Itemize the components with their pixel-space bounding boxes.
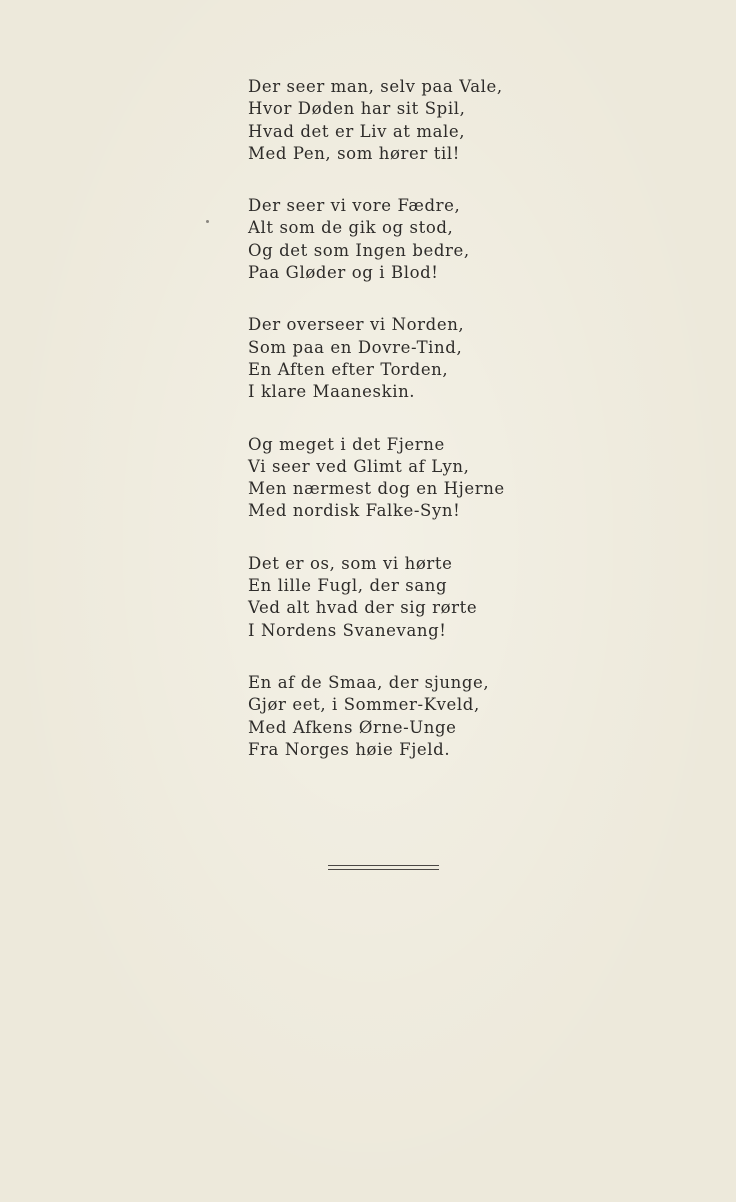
- poem: [248, 76, 548, 761]
- poem-line: En Aften efter Torden,: [248, 359, 449, 379]
- poem-line: Hvad det er Liv at male,: [248, 121, 466, 141]
- poem-line: Og det som Ingen bedre,: [248, 240, 470, 260]
- poem-line: Med Afkens Ørne-Unge: [248, 717, 457, 737]
- poem-line: Det er os, som vi hørte: [248, 553, 453, 573]
- poem-line: Ved alt hvad der sig rørte: [248, 598, 478, 618]
- stanza-4: [248, 434, 548, 523]
- poem-line: Der seer vi vore Fædre,: [248, 196, 461, 216]
- poem-line: Og meget i det Fjerne: [248, 434, 445, 454]
- poem-line: Hvor Døden har sit Spil,: [248, 99, 466, 119]
- poem-line: Vi seer ved Glimt af Lyn,: [248, 456, 470, 476]
- poem-line: Der overseer vi Norden,: [248, 315, 465, 335]
- poem-line: Fra Norges høie Fjeld.: [248, 739, 451, 759]
- paper-speck: [206, 220, 209, 223]
- poem-line: Gjør eet, i Sommer-Kveld,: [248, 695, 480, 715]
- poem-line: Som paa en Dovre-Tind,: [248, 337, 463, 357]
- stanza-3: [248, 314, 548, 403]
- poem-line: Med Pen, som hører til!: [248, 143, 460, 163]
- stanza-1: [248, 76, 548, 165]
- poem-line: Men nærmest dog en Hjerne: [248, 479, 505, 499]
- poem-line: Med nordisk Falke-Syn!: [248, 501, 461, 521]
- stanza-2: [248, 195, 548, 284]
- poem-line: Alt som de gik og stod,: [248, 218, 454, 238]
- poem-line: Der seer man, selv paa Vale,: [248, 77, 503, 96]
- poem-line: Paa Gløder og i Blod!: [248, 263, 439, 283]
- stanza-5: [248, 553, 548, 642]
- poem-line: En lille Fugl, der sang: [248, 576, 448, 596]
- poem-line: I klare Maaneskin.: [248, 382, 416, 402]
- end-rule-bottom: [328, 869, 439, 870]
- poem-line: En af de Smaa, der sjunge,: [248, 672, 490, 692]
- end-rule-top: [328, 865, 439, 866]
- poem-line: I Nordens Svanevang!: [248, 620, 447, 640]
- stanza-6: [248, 672, 548, 761]
